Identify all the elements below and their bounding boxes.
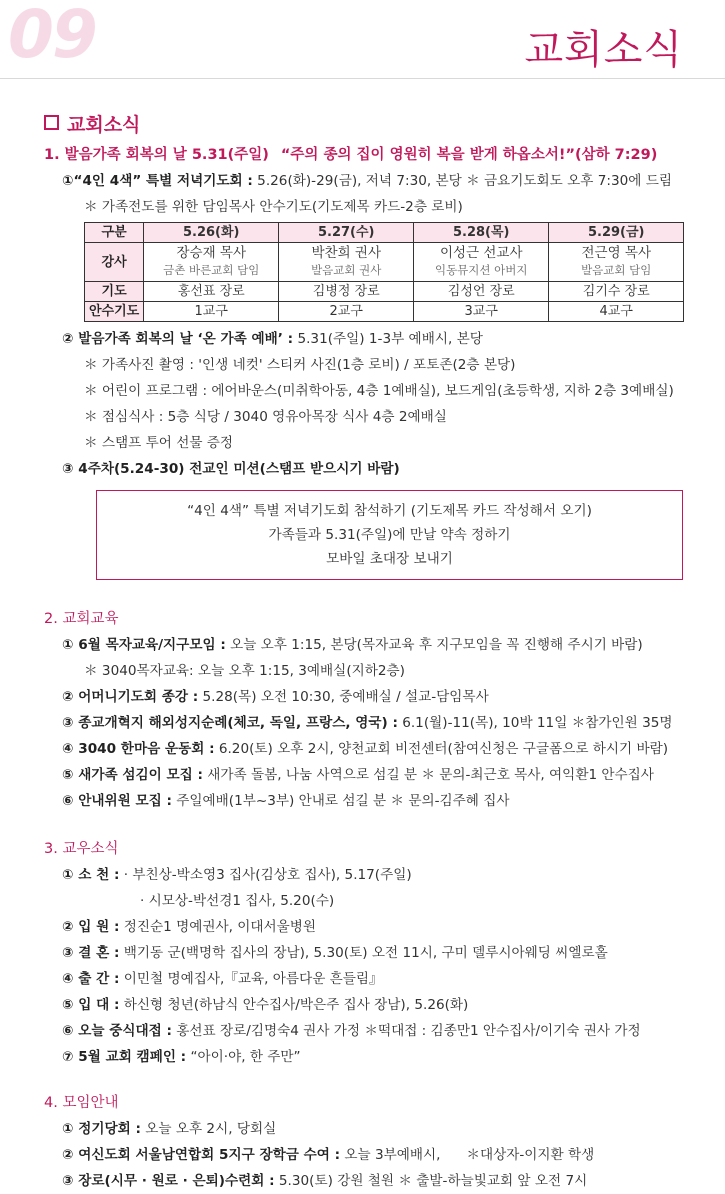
part3-item <box>44 966 713 992</box>
laying-cell: 4교구 <box>549 302 684 322</box>
part3-item <box>44 1044 713 1070</box>
part2-item <box>44 684 713 710</box>
item-text: 주일예배(1부~3부) 안내로 섬길 분 ＊ 문의-김주혜 집사 <box>171 793 510 809</box>
schedule-laying-label: 안수기도 <box>85 302 144 322</box>
part1-item2 <box>44 326 713 352</box>
schedule-speaker-label: 강사 <box>85 243 144 282</box>
speaker-name: 전근영 목사 <box>581 245 651 261</box>
item-text: ＊ 3040목자교육: 오늘 오후 1:15, 3예배실(지하2층) <box>84 663 405 679</box>
item-label: ③ 종교개혁지 해외성지순례(체코, 독일, 프랑스, 영국) : <box>62 715 398 731</box>
part1-item1-label: ①“4인 4색” 특별 저녁기도회 : <box>62 173 253 189</box>
item-text: 오늘 3부예배시, ＊대상자-이지환 학생 <box>340 1147 595 1163</box>
prayer-cell: 김성언 장로 <box>414 282 549 302</box>
laying-cell: 3교구 <box>414 302 549 322</box>
item-label: ① 6월 목자교육/지구모임 : <box>62 637 226 653</box>
page-title: 교회소식 <box>524 27 683 73</box>
item-label: ② 여신도회 서울남연합회 5지구 장학금 수여 : <box>62 1147 341 1163</box>
item-text: 백기동 군(백명학 집사의 장남), 5.30(토) 오전 11시, 구미 델루시아웨딩 씨엘로홀 <box>119 945 608 961</box>
part1-item3 <box>44 456 713 482</box>
item-text: · 부친상-박소영3 집사(김상호 집사), 5.17(주일) <box>119 867 412 883</box>
part1-heading-title: 1. 발음가족 회복의 날 5.31(주일) <box>44 147 269 163</box>
part1-item2-note: ＊ 어린이 프로그램 : 에어바운스(미취학아동, 4층 1예배실), 보드게임(초등학생, 지하 2층 3예배실) <box>84 383 674 399</box>
speaker-cell <box>144 243 279 282</box>
item-label: ⑥ 오늘 중식대접 : <box>62 1023 172 1039</box>
item-text: 하신형 청년(하남식 안수집사/박은주 집사 장남), 5.26(화) <box>119 997 469 1013</box>
part2-item <box>44 632 713 658</box>
part3-item <box>44 862 713 888</box>
prayer-schedule-table <box>84 222 684 322</box>
speaker-church: 금촌 바른교회 담임 <box>163 263 260 277</box>
part1-item1 <box>44 168 713 194</box>
part2-item <box>44 710 713 736</box>
item-text: 새가족 돌봄, 나눔 사역으로 섬길 분 ＊ 문의-최근호 목사, 여익환1 안수집사 <box>202 767 654 783</box>
item-label: ② 입 원 : <box>62 919 120 935</box>
square-bullet-icon <box>44 115 59 130</box>
part2-item-note <box>44 658 713 684</box>
schedule-date: 5.28(목) <box>414 223 549 243</box>
schedule-header-row <box>85 223 684 243</box>
part3-item-continued <box>44 888 713 914</box>
part2-item <box>44 762 713 788</box>
mission-line: 모바일 초대장 보내기 <box>326 551 453 567</box>
speaker-name: 박찬희 권사 <box>311 245 381 261</box>
part2-heading: 2. 교회교육 <box>44 611 119 627</box>
mission-line: “4인 4색” 특별 저녁기도회 참석하기 (기도제목 카드 작성해서 오기) <box>187 503 592 519</box>
item-text: 이민철 명예집사,『교육, 아름다운 흔들림』 <box>119 971 383 987</box>
part1-item2-note: ＊ 점심식사 : 5층 식당 / 3040 영유아목장 식사 4층 2예배실 <box>84 409 447 425</box>
item-text: 오늘 오후 2시, 당회실 <box>140 1121 277 1137</box>
schedule-laying-row <box>85 302 684 322</box>
item-label: ① 정기당회 : <box>62 1121 141 1137</box>
part1-heading <box>44 142 713 168</box>
part1-item3-label: ③ 4주차(5.24-30) 전교인 미션(스탬프 받으시기 바람) <box>62 461 400 477</box>
speaker-church: 익동뮤지션 아버지 <box>434 263 528 277</box>
schedule-speaker-row <box>85 243 684 282</box>
item-text: 5.28(목) 오전 10:30, 중예배실 / 설교-담임목사 <box>198 689 489 705</box>
part1-verse: “주의 종의 집이 영원히 복을 받게 하옵소서!”(삼하 7:29) <box>280 147 658 163</box>
laying-cell: 2교구 <box>279 302 414 322</box>
page-number: 09 <box>8 0 96 73</box>
prayer-cell: 홍선표 장로 <box>144 282 279 302</box>
part2-item <box>44 736 713 762</box>
speaker-name: 이성근 선교사 <box>439 245 523 261</box>
section-heading <box>44 110 713 140</box>
speaker-church: 발음교회 권사 <box>311 263 382 277</box>
part1-item1-note: ＊ 가족전도를 위한 담임목사 안수기도(기도제목 카드-2층 로비) <box>84 199 463 215</box>
part4-heading: 4. 모임안내 <box>44 1095 119 1111</box>
schedule-date: 5.29(금) <box>549 223 684 243</box>
item-text: “아이·야, 한 주만” <box>186 1049 301 1065</box>
item-label: ④ 3040 한마음 운동회 : <box>62 741 215 757</box>
mission-line: 가족들과 5.31(주일)에 만날 약속 정하기 <box>268 527 511 543</box>
mission-box <box>96 490 683 580</box>
prayer-cell: 김기수 장로 <box>549 282 684 302</box>
item-label: ⑦ 5월 교회 캠페인 : <box>62 1049 187 1065</box>
header-divider <box>0 78 725 79</box>
church-news-content <box>44 110 713 1194</box>
part1-item2-text: 5.31(주일) 1-3부 예배시, 본당 <box>293 331 483 347</box>
item-text: 정진순1 명예권사, 이대서울병원 <box>119 919 317 935</box>
item-label: ④ 출 간 : <box>62 971 120 987</box>
speaker-name: 장승재 목사 <box>176 245 246 261</box>
prayer-cell: 김병정 장로 <box>279 282 414 302</box>
speaker-cell <box>414 243 549 282</box>
part1-item2-note: ＊ 가족사진 촬영 : '인생 네컷' 스티커 사진(1층 로비) / 포토존(2층 본당) <box>84 357 516 373</box>
item-text: · 시모상-박선경1 집사, 5.20(수) <box>140 893 335 909</box>
item-text: 6.20(토) 오후 2시, 양천교회 비전센터(참여신청은 구글폼으로 하시기 바람) <box>214 741 669 757</box>
part2-item <box>44 788 713 814</box>
schedule-header-label: 구분 <box>85 223 144 243</box>
item-text: 홍선표 장로/김명숙4 권사 가정 ＊떡대접 : 김종만1 안수집사/이기숙 권사 가정 <box>171 1023 641 1039</box>
item-label: ② 어머니기도회 종강 : <box>62 689 199 705</box>
item-label: ⑥ 안내위원 모집 : <box>62 793 172 809</box>
item-text: 오늘 오후 1:15, 본당(목자교육 후 지구모임을 꼭 진행해 주시기 바람) <box>225 637 643 653</box>
section-heading-text: 교회소식 <box>67 114 141 136</box>
part4-item <box>44 1142 713 1168</box>
item-label: ③ 결 혼 : <box>62 945 120 961</box>
part4-item <box>44 1116 713 1142</box>
schedule-prayer-label: 기도 <box>85 282 144 302</box>
schedule-date: 5.27(수) <box>279 223 414 243</box>
part1-item2-label: ② 발음가족 회복의 날 ‘온 가족 예배’ : <box>62 331 294 347</box>
part1-item1-text: 5.26(화)-29(금), 저녁 7:30, 본당 ＊ 금요기도회도 오후 7:30에 드림 <box>252 173 672 189</box>
speaker-church: 발음교회 담임 <box>581 263 652 277</box>
schedule-date: 5.26(화) <box>144 223 279 243</box>
item-label: ① 소 천 : <box>62 867 120 883</box>
item-text: 6.1(월)-11(목), 10박 11일 ＊참가인원 35명 <box>397 715 673 731</box>
speaker-cell <box>279 243 414 282</box>
part1-item2-note: ＊ 스탬프 투어 선물 증정 <box>84 435 234 451</box>
speaker-cell <box>549 243 684 282</box>
part4-item <box>44 1168 713 1194</box>
part3-item <box>44 940 713 966</box>
part3-item <box>44 992 713 1018</box>
item-label: ⑤ 입 대 : <box>62 997 120 1013</box>
part3-item <box>44 914 713 940</box>
item-text: 5.30(토) 강원 철원 ＊ 출발-하늘빛교회 앞 오전 7시 <box>274 1173 588 1189</box>
part3-heading: 3. 교우소식 <box>44 841 119 857</box>
laying-cell: 1교구 <box>144 302 279 322</box>
item-label: ⑤ 새가족 섬김이 모집 : <box>62 767 203 783</box>
item-label: ③ 장로(시무 · 원로 · 은퇴)수련회 : <box>62 1173 275 1189</box>
part3-item <box>44 1018 713 1044</box>
schedule-prayer-row <box>85 282 684 302</box>
